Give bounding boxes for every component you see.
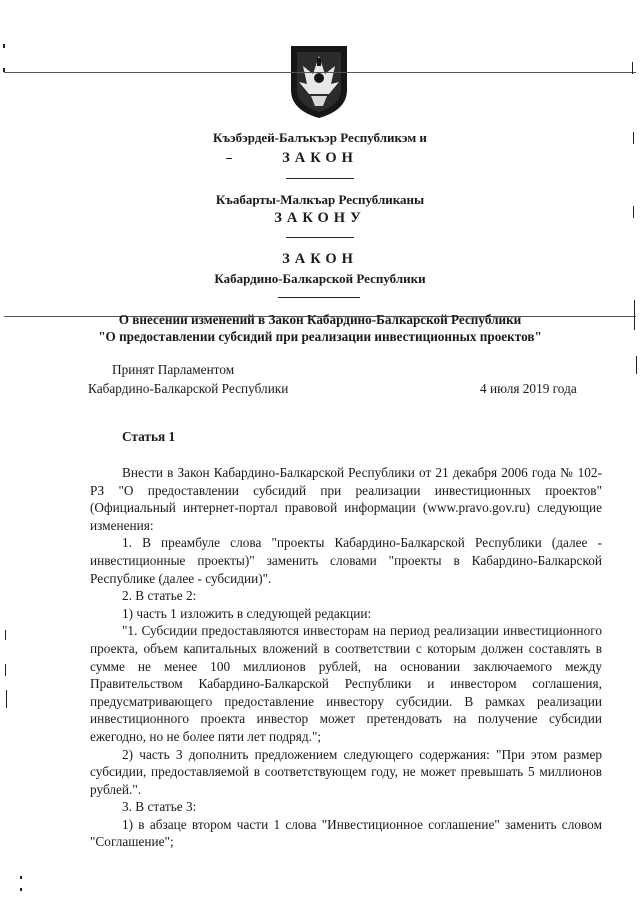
scan-mark [3,68,5,72]
scan-mark [632,62,633,74]
russian-header: Кабардино-Балкарской Республики [214,271,426,286]
scan-mark [633,206,634,218]
paragraph: "1. Субсидии предоставляются инвесторам на период реализации инвестиционного проекта, объем капитальных вложений в соответствии с которым должен составлять в сумме не менее 100 миллионов рублей, на основании заключаемого между Правительством Кабардино-Балкарской Республики и инвестором соглашения, предусматривающего предоставление инвестору субсидии. В рамках реализации инвестиционного проекта инвестор может претендовать на получение субсидии ежегодно, но не более пяти лет подряд."; [90,623,602,744]
scan-line [4,72,636,73]
scan-mark [634,300,635,330]
paragraph: 3. В статье 3: [122,799,197,815]
scan-mark [5,664,6,676]
russian-law-title: ЗАКОН [282,251,358,267]
adoption-date: 4 июля 2019 года [480,381,577,396]
coat-of-arms-emblem [287,44,351,120]
paragraph: 1. В преамбуле слова "проекты Кабардино-Балкарской Республики (далее - инвестиционные проекты)" заменить словами "проекты в Кабардино-Балкарской Республике (далее - субсидии)". [90,535,602,586]
paragraph: 2) часть 3 дополнить предложением следующего содержания: "При этом размер субсидии, предоставляемой в соответствующем году, не может превышать 5 миллионов рублей.". [90,746,602,797]
kabardian-law-title: ЗАКОН [282,150,358,166]
balkar-header: Къабарты-Малкъар Республиканы [215,192,425,207]
divider [286,178,354,179]
adopted-line2: Кабардино-Балкарской Республики [88,381,289,396]
scan-mark [633,132,634,144]
kabardian-header: Къэбэрдей-Балъкъэр Республикэм и [213,130,427,145]
paragraph: 2. В статье 2: [122,588,197,604]
scan-mark [636,356,637,374]
paragraph: 1) часть 1 изложить в следующей редакции: [122,605,372,621]
divider [286,237,354,238]
balkar-law-title: ЗАКОНУ [274,210,366,226]
article-heading: Статья 1 [122,429,176,444]
divider [278,297,360,298]
scan-mark [3,44,5,48]
paragraph: 1) в абзаце втором части 1 слова "Инвестиционное соглашение" заменить словом "Соглашение"; [90,816,602,850]
scan-mark [5,630,6,640]
article-body [90,464,602,851]
scan-mark [6,690,7,708]
scan-mark [226,158,232,159]
adopted-line1: Принят Парламентом [112,362,235,377]
scan-mark [20,876,22,879]
law-title-line2: "О предоставлении субсидий при реализации инвестиционных проектов" [98,329,542,344]
paragraph: Внести в Закон Кабардино-Балкарской Республики от 21 декабря 2006 года № 102-РЗ "О предоставлении субсидий при реализации инвестиционных проектов" (Официальный интернет-портал правовой информации (www.pravo.gov.ru) следующие изменения: [90,465,602,533]
law-title-line1: О внесении изменений в Закон Кабардино-Балкарской Республики [118,312,522,327]
scan-mark [20,888,22,891]
